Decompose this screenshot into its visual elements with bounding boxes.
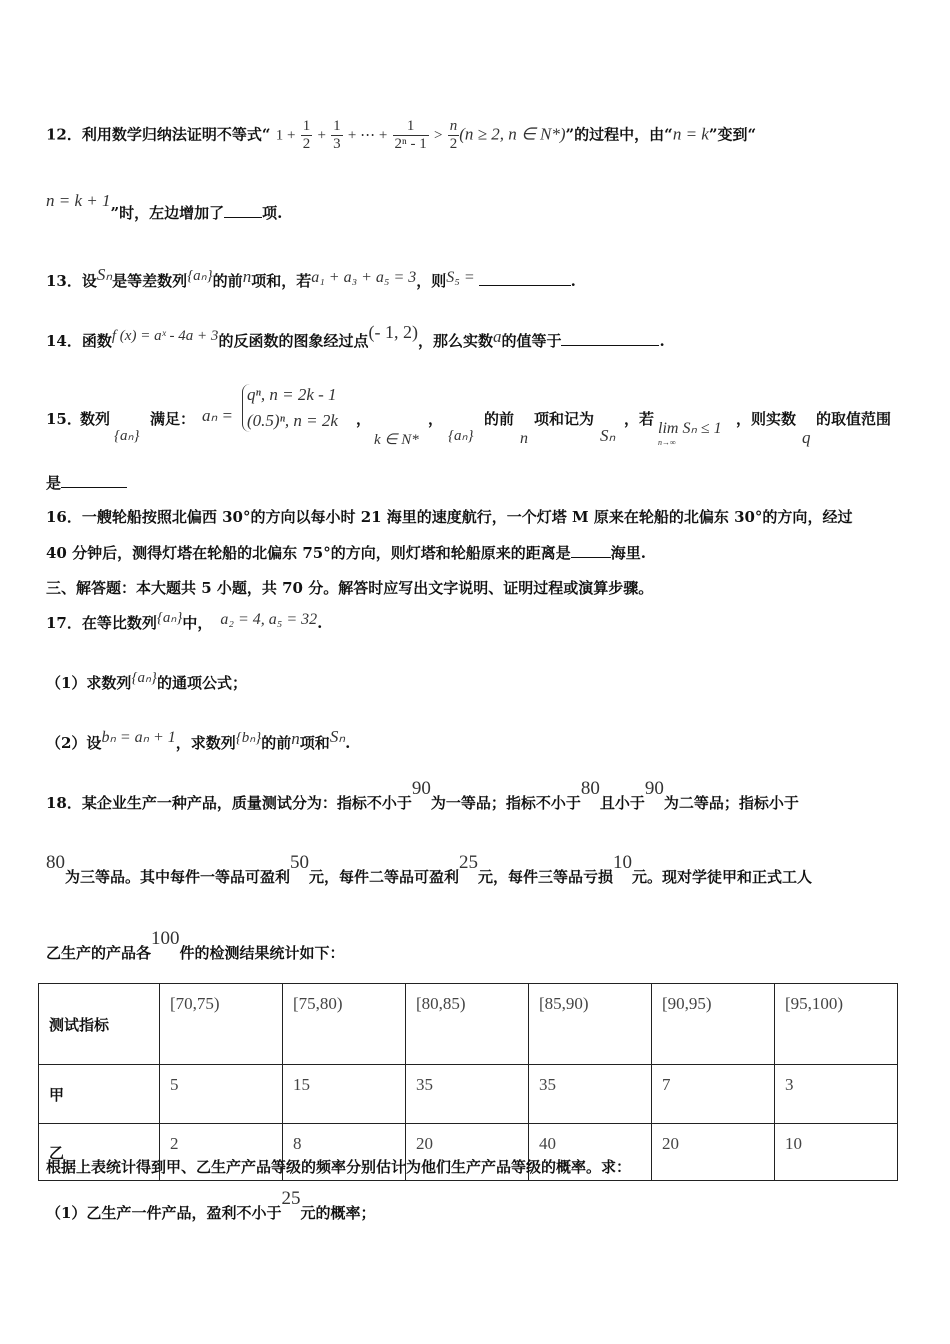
q13-text4: 项和，若 (251, 272, 312, 290)
frac-num: 1 (393, 118, 429, 136)
q12-math-one: 1 + (275, 127, 296, 144)
q15-text5: 的前 (484, 410, 515, 428)
q12-math-dots: + ⋯ + (347, 127, 388, 144)
q17-part2-math-set: {bₙ} (235, 730, 262, 746)
q18-text10: 件的检测结果统计如下： (179, 944, 345, 962)
q17-text: 在等比数列 (81, 614, 157, 632)
q18-text6: 元，每件二等品可盈利 (309, 868, 460, 886)
q17-part2-text4: 项和 (299, 734, 330, 752)
q14-math-point: (- 1, 2) (368, 322, 418, 342)
q12-math-condition: (n ≥ 2, n ∈ N*) (459, 124, 566, 144)
q12-text3: ”变到“ (708, 125, 757, 144)
q12-math-plus: + (317, 127, 326, 144)
q17-part2-text: （2）设 (46, 734, 102, 752)
table-header-cell: [85,90) (529, 984, 652, 1065)
q15-text2: 满足： (150, 410, 196, 428)
q13-text5: ，则 (416, 272, 447, 290)
q18-num-80b: 80 (46, 852, 65, 873)
table-cell: 35 (529, 1065, 652, 1124)
q15-text8: ，则实数 (736, 410, 797, 428)
q16-text2: 40 分钟后，测得灯塔在轮船的北偏东 75°的方向，则灯塔和轮船原来的距离是 (46, 544, 571, 562)
q18-line4 (46, 1156, 631, 1177)
frac-den: 2ⁿ - 1 (394, 136, 427, 152)
q12-text5: 项. (262, 204, 283, 222)
q12-frac-n2 (448, 118, 460, 153)
q18-num-25: 25 (459, 852, 479, 873)
q14-text4: 的值等于 (501, 332, 562, 350)
q12-math-gt: > (434, 127, 443, 144)
q18-line1 (46, 778, 799, 814)
q18-line2 (46, 852, 813, 888)
frac-den: 2 (302, 136, 311, 152)
q14-number: 14． (46, 332, 82, 350)
q18-text8: 元。现对学徒甲和正式工人 (632, 868, 813, 886)
q18-text11: 根据上表统计得到甲、乙生产产品等级的频率分别估计为他们生产产品等级的概率。求： (46, 1158, 632, 1176)
q15-math-an2: {aₙ} (448, 428, 474, 444)
q15-math-an: {aₙ} (114, 428, 140, 444)
q17-part1-text2: 的通项公式； (156, 674, 247, 692)
q12-number: 12． (46, 125, 82, 144)
q15-case1: qⁿ, n = 2k - 1 (247, 385, 337, 404)
q17-text3: . (317, 614, 323, 632)
q15-text6: 项和记为 (534, 410, 595, 428)
q15-math-def: aₙ = (202, 406, 233, 425)
q18-num-10: 10 (613, 852, 633, 873)
q18-text: 某企业生产一种产品，质量测试分为：指标不小于 (81, 794, 412, 812)
table-row (39, 1065, 898, 1124)
q14-text2: 的反函数的图象经过点 (218, 332, 369, 350)
q13-text2: 是等差数列 (112, 272, 188, 290)
q13-math-n: n (242, 267, 252, 286)
q17-number: 17． (46, 614, 82, 632)
q17-part2-math-bn: bₙ = aₙ + 1 (101, 729, 176, 746)
q12-quote-close: ” (565, 125, 575, 144)
q17-part2-text2: ，求数列 (175, 734, 236, 752)
table-cell: 20 (652, 1124, 775, 1181)
q15-case2: (0.5)ⁿ, n = 2k (247, 411, 338, 430)
answer-blank[interactable] (224, 216, 262, 218)
table-cell: 10 (775, 1124, 898, 1181)
q13-text: 设 (81, 272, 97, 290)
q12-math-nk: n = k (672, 124, 709, 144)
q13-number: 13． (46, 272, 82, 290)
table-cell: 35 (406, 1065, 529, 1124)
q13-math-an: {aₙ} (187, 268, 213, 284)
q12-line2 (46, 191, 283, 223)
q13-text6: . (570, 272, 576, 290)
frac-num: 1 (333, 118, 341, 134)
q15-math-q: q (802, 428, 811, 447)
q17-math-an: {aₙ} (156, 610, 183, 626)
q17-part1-math: {aₙ} (131, 670, 157, 686)
q13-math-s5: S₅ = (446, 269, 475, 286)
q17-line (46, 612, 322, 633)
table-cell: 3 (775, 1065, 898, 1124)
q15-text7: ，若 (624, 410, 655, 428)
q16-line1 (46, 506, 852, 527)
q15-piecewise (242, 384, 338, 432)
q12-quote-open: “ (261, 125, 271, 144)
q17-part2-math-sn: Sₙ (329, 727, 346, 746)
q18-num-50: 50 (290, 852, 310, 873)
q16-text3: 海里. (610, 544, 646, 562)
table-cell: 甲 (39, 1065, 160, 1124)
table-header-cell: 测试指标 (39, 984, 160, 1065)
table-header-row (39, 984, 898, 1065)
q14-text3: ，那么实数 (417, 332, 493, 350)
q12-frac-last (393, 118, 429, 153)
q14-text5: . (659, 332, 665, 350)
table-cell: 5 (160, 1065, 283, 1124)
q12-text: 利用数学归纳法证明不等式 (81, 125, 262, 144)
q15-text3: ， (356, 410, 372, 428)
q17-part1-text: （1）求数列 (46, 674, 132, 692)
frac-num: n (449, 118, 458, 134)
section-heading (46, 577, 653, 598)
table-cell: 8 (283, 1124, 406, 1181)
q12-text4: ”时，左边增加了 (110, 204, 225, 222)
table-header-cell: [95,100) (775, 984, 898, 1065)
q18-text3: 且小于 (599, 794, 645, 812)
table-cell: 20 (406, 1124, 529, 1181)
table-cell: 40 (529, 1124, 652, 1181)
q18-num-80: 80 (580, 778, 600, 799)
q18-text5: 为三等品。其中每件一等品可盈利 (65, 868, 291, 886)
q14-text: 函数 (81, 332, 112, 350)
table-header-cell: [75,80) (283, 984, 406, 1065)
q15-line2 (46, 472, 127, 493)
q18-num-100: 100 (151, 928, 180, 949)
q17-part2-text5: . (345, 734, 351, 752)
result-table (38, 983, 898, 1181)
frac-num: 1 (302, 118, 311, 134)
q14-math-f: f (x) = aˣ - 4a + 3 (111, 328, 219, 344)
q13-text3: 的前 (212, 272, 243, 290)
q16-text: 16．一艘轮船按照北偏西 30°的方向以每小时 21 海里的速度航行，一个灯塔 M 原来在轮船的北偏东 30°的方向，经过 (46, 508, 853, 526)
table-header-cell: [80,85) (406, 984, 529, 1065)
q14-line (46, 322, 665, 351)
q15-math-n: n (520, 430, 528, 447)
q18-line3 (46, 928, 345, 964)
q15-number: 15． (46, 410, 82, 428)
q12-frac-third (331, 118, 343, 153)
table-header-cell: [90,95) (652, 984, 775, 1065)
q16-line2 (46, 542, 646, 563)
q12-line1 (46, 118, 756, 153)
q18-text9: 乙生产的产品各 (46, 944, 152, 962)
q15-math-sn: Sₙ (600, 426, 616, 445)
q18-part1 (46, 1188, 376, 1224)
table-cell: 2 (160, 1124, 283, 1181)
q15-math-k: k ∈ N* (374, 432, 419, 448)
q13-math-sn: Sₙ (96, 265, 113, 284)
answer-blank[interactable] (571, 556, 611, 558)
q18-part1-text2: 元的概率； (300, 1204, 376, 1222)
q14-math-a: a (492, 327, 502, 346)
q18-text7: 元，每件三等品亏损 (478, 868, 614, 886)
section-title: 三、解答题：本大题共 5 小题，共 70 分。解答时应写出文字说明、证明过程或演算步骤。 (46, 579, 654, 597)
q18-number: 18． (46, 794, 82, 812)
q18-part1-num: 25 (281, 1188, 301, 1209)
table-cell: 7 (652, 1065, 775, 1124)
answer-blank[interactable] (561, 344, 659, 346)
q15-text: 数列 (80, 410, 111, 428)
q15-text4: ， (428, 410, 444, 428)
q12-text2: 的过程中，由“ (574, 125, 673, 144)
frac-den: 2 (449, 136, 458, 152)
table-cell: 乙 (39, 1124, 160, 1181)
table-cell: 15 (283, 1065, 406, 1124)
q18-num-90: 90 (411, 778, 431, 799)
q18-part1-text: （1）乙生产一件产品，盈利不小于 (46, 1204, 282, 1222)
q18-num-90b: 90 (644, 778, 664, 799)
q13-math-eq: a₁ + a₃ + a₅ = 3 (311, 269, 417, 286)
q17-part2-math-n: n (291, 729, 300, 748)
q15-math-limit: lim Sₙ ≤ 1 (658, 420, 722, 437)
frac-den: 3 (333, 136, 341, 152)
q13-line (46, 265, 576, 291)
q12-frac-half (301, 118, 313, 153)
q17-math-cond: a₂ = 4, a₅ = 32 (220, 611, 318, 628)
q18-text2: 为一等品；指标不小于 (430, 794, 581, 812)
q15-text9: 的取值范围 (816, 410, 892, 428)
q17-part2 (46, 727, 351, 753)
q17-text2: 中， (182, 614, 213, 632)
q15-text10: 是 (46, 474, 62, 492)
q17-part1 (46, 672, 247, 693)
q17-part2-text3: 的前 (261, 734, 292, 752)
q18-text4: 为二等品；指标小于 (663, 794, 799, 812)
answer-blank[interactable] (479, 284, 571, 286)
answer-blank[interactable] (61, 486, 127, 488)
q12-math-nk1: n = k + 1 (46, 191, 111, 210)
table-header-cell: [70,75) (160, 984, 283, 1065)
q15-math-limit-sub: n→∞ (658, 438, 676, 447)
